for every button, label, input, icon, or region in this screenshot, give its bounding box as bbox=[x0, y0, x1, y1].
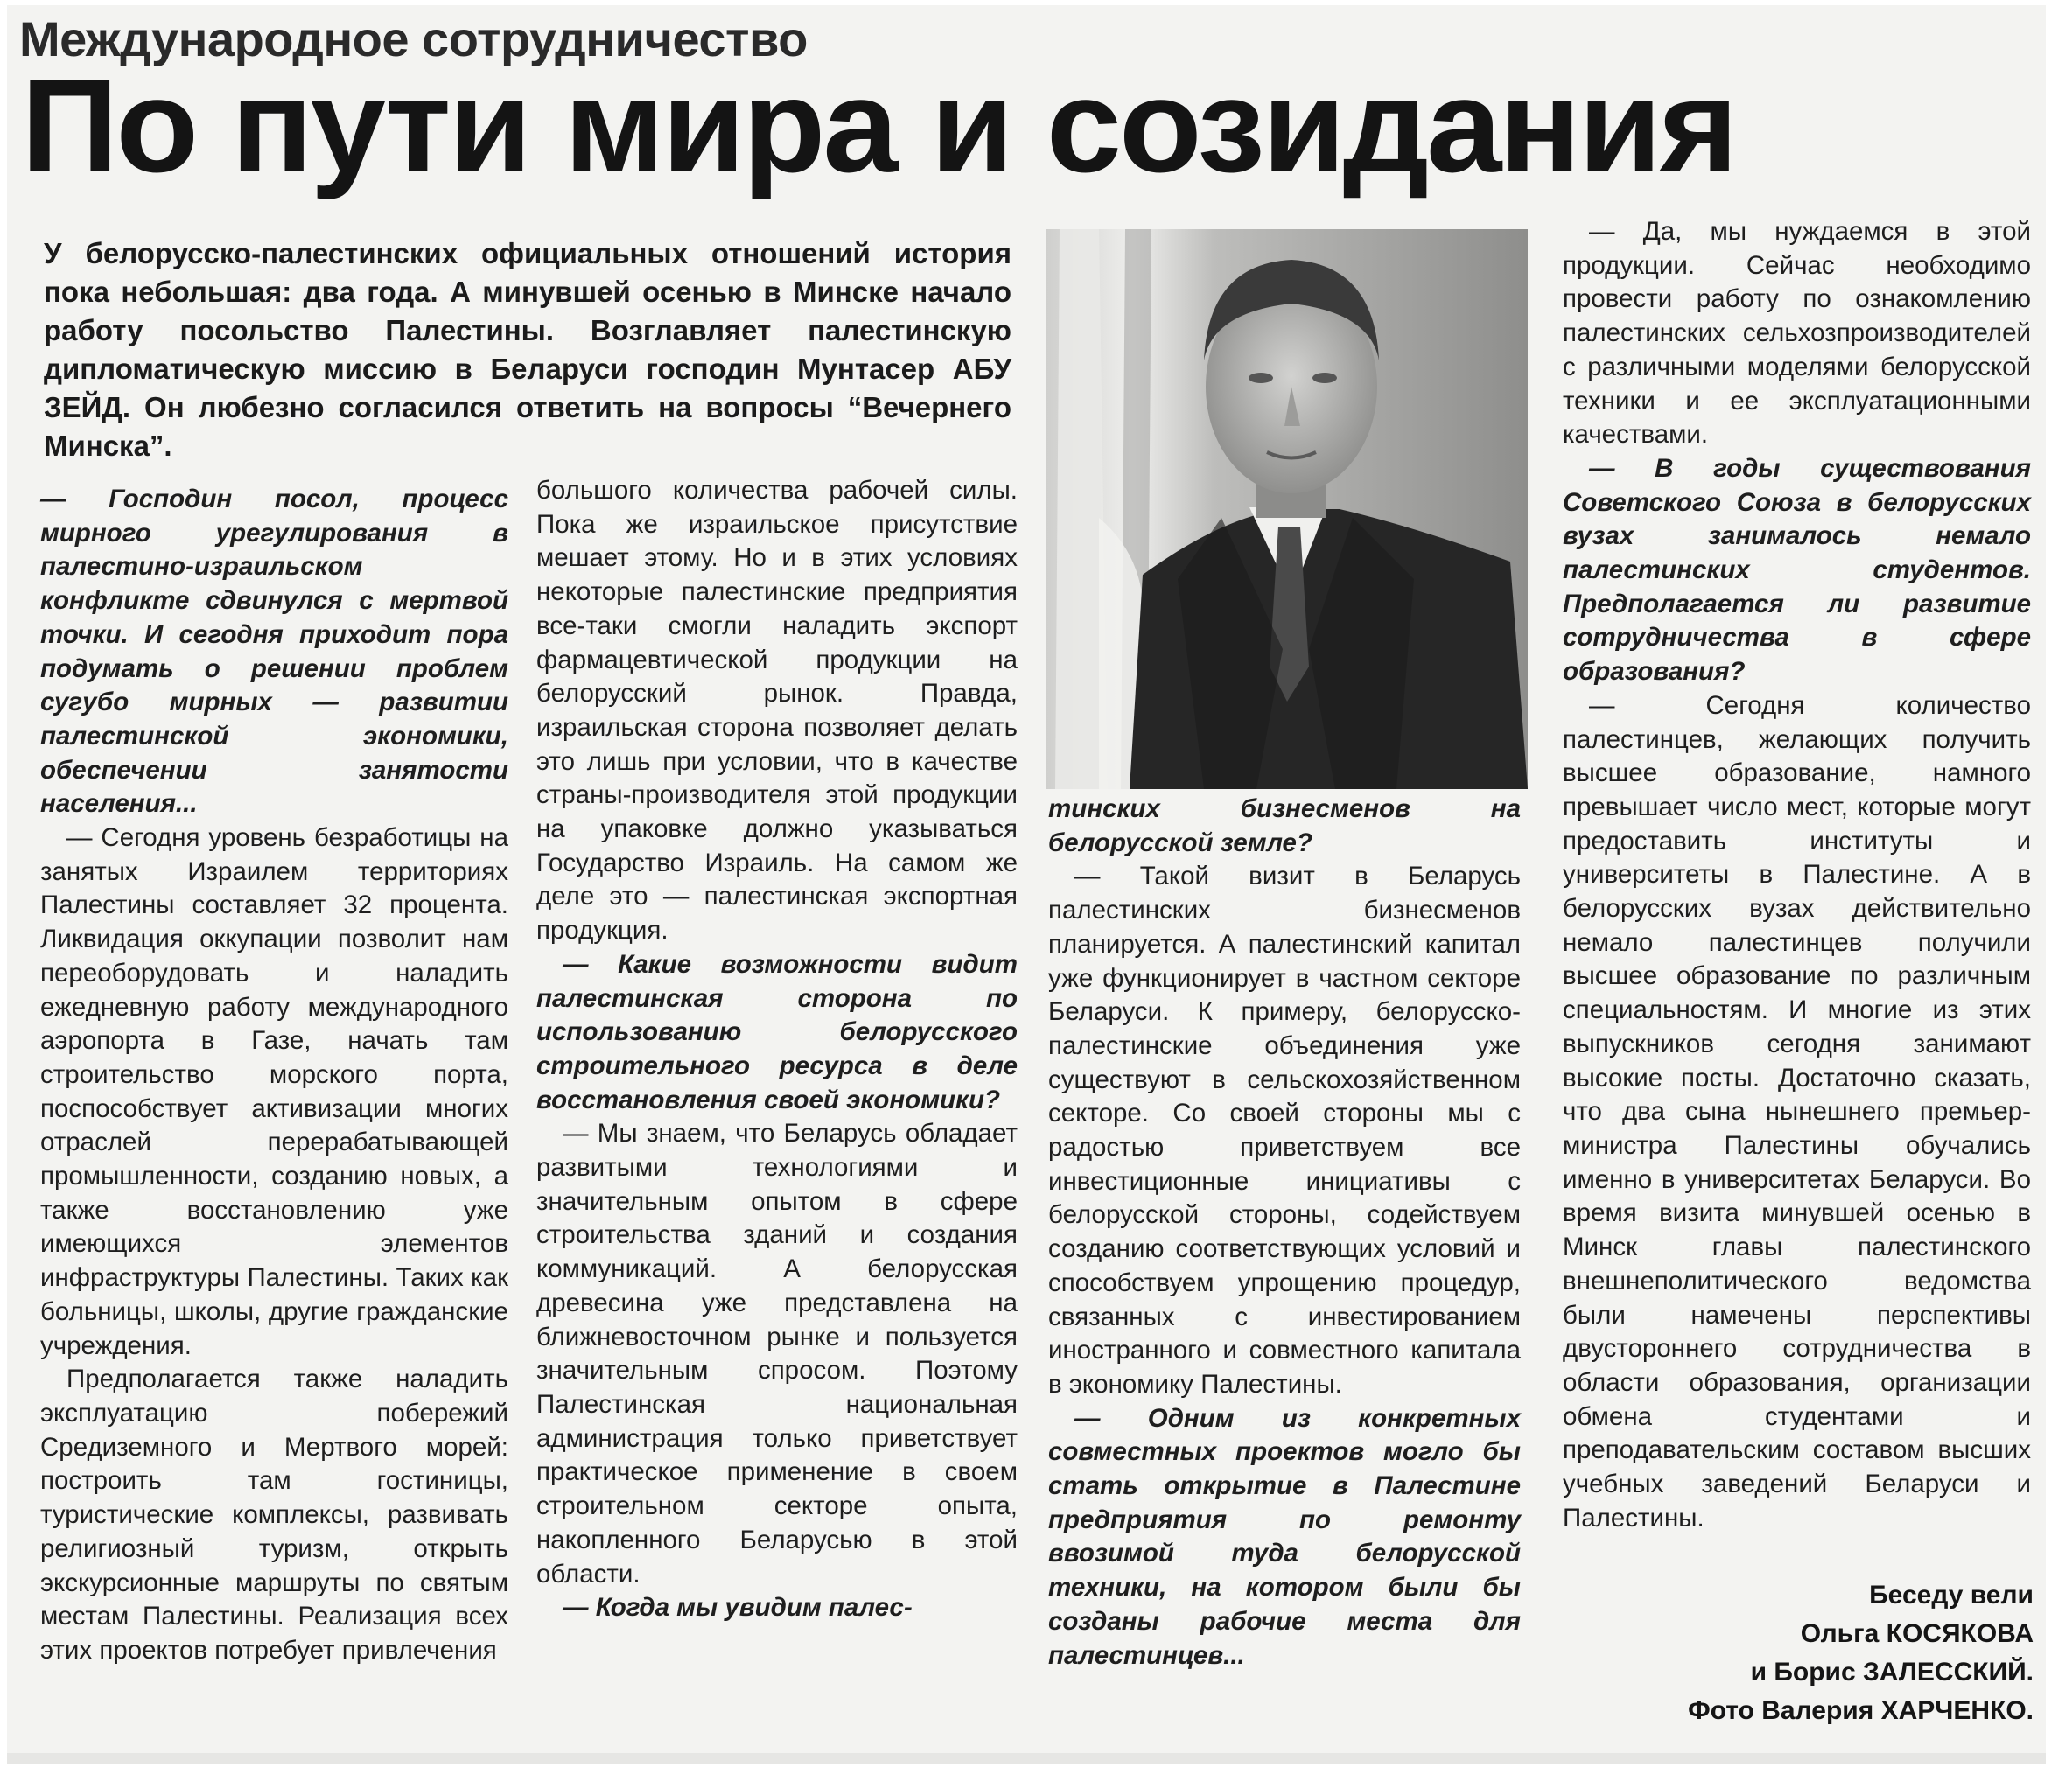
answer-1-continued: Предполагается также наладить эксплуатацию побережий Средиземного и Мертвого морей: построить там гостиницы, туристические комплексы, развивать религиозный туризм, открыть экскурсионные маршруты по святым местам Палестины. Реализация всех этих проектов потребует привлечения bbox=[40, 1365, 508, 1665]
article-headline: По пути мира и созидания bbox=[21, 52, 1736, 200]
answer-4: — Да, мы нуждаемся в этой продукции. Сейчас необходимо провести работу по ознакомлению палестинских сельхозпроизводителей с различными моделями белорусской техники и ее эксплуатационными качествами. bbox=[1563, 217, 2031, 450]
question-3-start: — Когда мы увидим палес- bbox=[563, 1593, 913, 1623]
credits-line-3: и Борис ЗАЛЕССКИЙ. bbox=[1750, 1658, 2034, 1687]
newspaper-clipping bbox=[7, 5, 2046, 1764]
answer-1: — Сегодня уровень безработицы на занятых Израилем территориях Палестины составляет 32 процента. Ликвидация оккупации позволит нам переоборудовать и наладить ежедневную работу международного аэропорта в Газе, начать там строительство морского порта, поспособствует активизации многих отраслей перерабатывающей промышленности, созданию новых, а также восстановлению уже имеющихся элементов инфраструктуры Палестины. Таких как больницы, школы, другие гражданские учреждения. bbox=[40, 823, 508, 1360]
section-rubric: Международное сотрудничество bbox=[19, 11, 808, 66]
question-2: — Какие возможности видит палестинская сторона по использованию белорусского строительного ресурса в деле восстановления своей экономики? bbox=[536, 949, 1018, 1114]
answer-1-end: большого количества рабочей силы. Пока же израильское присутствие мешает этому. Но и в этих условиях некоторые палестинские предприятия все-таки смогли наладить экспорт фармацевтической продукции на белорусский рынок. Правда, израильская сторона позволяет делать это лишь при условии, что в качестве страны-производителя этой продукции на упаковке должно указываться Государство Израиль. На самом же деле это — палестинская экспортная продукция. bbox=[536, 476, 1018, 946]
credits-line-2: Ольга КОСЯКОВА bbox=[1800, 1619, 2034, 1648]
article-column-1 bbox=[40, 483, 508, 1668]
article-column-4 bbox=[1563, 215, 2031, 1535]
question-4: — Одним из конкретных совместных проектов могло бы стать открытие в Палестине предприятия по ремонту ввозимой туда белорусской техники, на котором были бы созданы рабочие места для палестинцев... bbox=[1048, 1403, 1521, 1670]
portrait-illustration bbox=[1046, 229, 1528, 789]
answer-2: — Мы знаем, что Беларусь обладает развитыми технологиями и значительным опытом в сфере строительства зданий и создания коммуникаций. А белорусская древесина уже представлена на ближневосточном рынке и пользуется значительным спросом. Поэтому Палестинская национальная администрация только приветствует практическое применение в своем строительном секторе опыта, накопленного Беларусью в этой области. bbox=[536, 1119, 1018, 1589]
credits-line-4: Фото Валерия ХАРЧЕНКО. bbox=[1688, 1696, 2034, 1725]
article-credits bbox=[1688, 1576, 2034, 1730]
answer-3: — Такой визит в Беларусь палестинских бизнесменов планируется. А палестинский капитал уже функционирует в частном секторе Беларуси. К примеру, белорусско-палестинские объединения уже существуют в сельскохозяйственном секторе. Со своей стороны мы с радостью приветствуем все инвестиционные инициативы с белорусской стороны, содействуем созданию соответствующих условий и способствуем упрощению процедур, связанных с инвестированием иностранного и совместного капитала в экономику Палестины. bbox=[1048, 862, 1521, 1399]
question-3-end: тинских бизнесменов на белорусской земле? bbox=[1048, 794, 1521, 857]
question-1: — Господин посол, процесс мирного урегулирования в палестино-израильском конфликте сдвинулся с мертвой точки. И сегодня приходит пора подумать о решении проблем сугубо мирных — развитии палестинской экономики, обеспечении занятости населения... bbox=[40, 485, 508, 819]
answer-5: — Сегодня количество палестинцев, желающих получить высшее образование, намного превышает число мест, которые могут предоставить институты и университеты в Палестине. А в белорусских вузах действительно немало палестинцев получили высшее образование по различным специальностям. И многие из этих выпускников сегодня занимают высокие посты. Достаточно сказать, что два сына нынешнего премьер-министра Палестины обучались именно в университетах Беларуси. Во время визита минувшей осенью в Минск главы палестинского внешнеполитического ведомства были намечены перспективы двустороннего сотрудничества в области образования, организации обмена студентами и преподавательским составом высших учебных заведений Беларуси и Палестины. bbox=[1563, 690, 2031, 1533]
question-5: — В годы существования Советского Союза в белорусских вузах занималось немало палестинских студентов. Предполагается ли развитие сотрудничества в сфере образования? bbox=[1563, 453, 2031, 687]
article-column-3 bbox=[1048, 793, 1521, 1673]
ambassador-photo bbox=[1046, 229, 1528, 789]
article-column-2 bbox=[536, 474, 1018, 1625]
article-lead: У белорусско-палестинских официальных отношений история пока небольшая: два года. А минувшей осенью в Минске начало работу посольство Палестины. Возглавляет палестинскую дипломатическую миссию в Беларуси господин Мунтасер АБУ ЗЕЙД. Он любезно согласился ответить на вопросы “Вечернего Минска”. bbox=[44, 237, 1012, 462]
credits-line-1: Беседу вели bbox=[1869, 1581, 2034, 1610]
